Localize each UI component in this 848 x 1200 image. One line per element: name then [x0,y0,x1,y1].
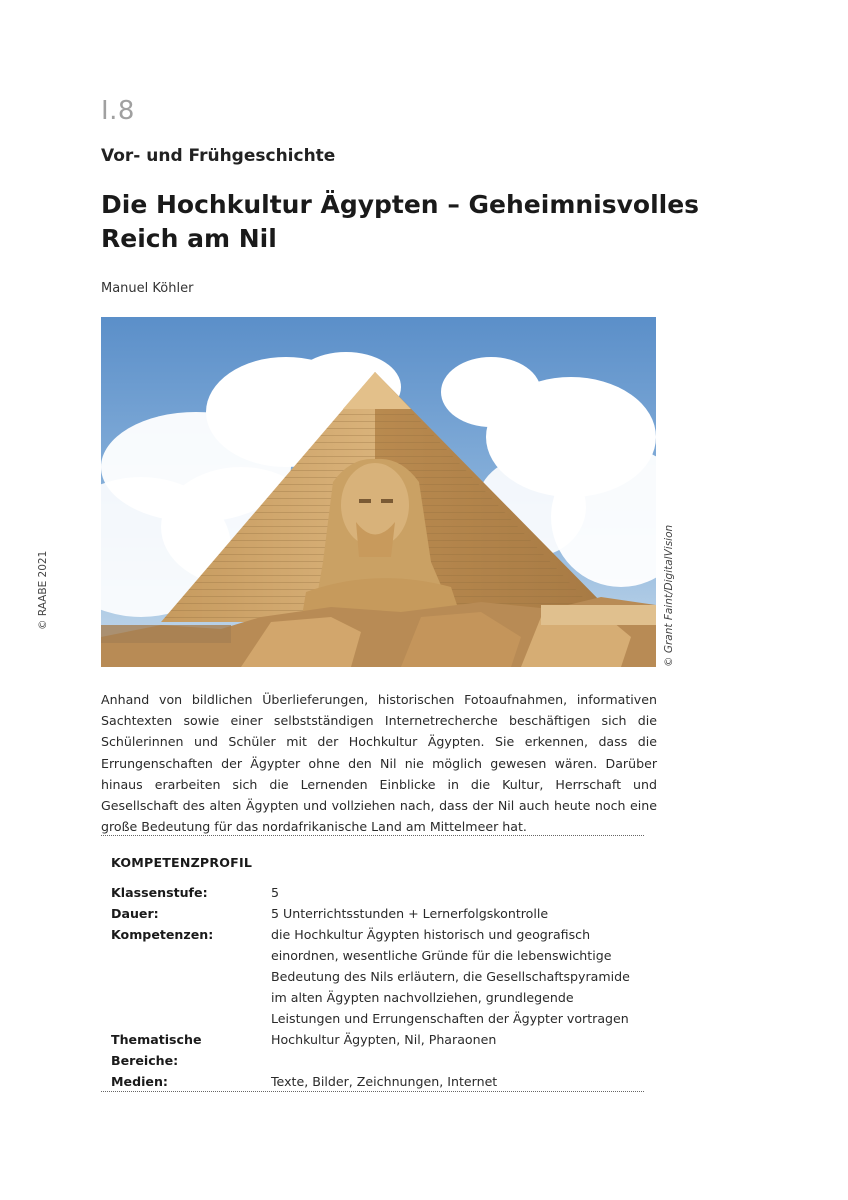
category-label: Vor- und Frühgeschichte [101,146,336,166]
profile-label: Dauer: [111,906,159,921]
profile-heading: KOMPETENZPROFIL [111,855,253,870]
profile-row-topics [111,1029,651,1071]
profile-value: Hochkultur Ägypten, Nil, Pharaonen [271,1032,497,1047]
title-line-2: Reich am Nil [101,224,277,253]
page-title [101,188,701,256]
profile-row-competences [111,924,651,1029]
profile-row-media [111,1071,651,1092]
dotted-divider-bottom [101,1091,644,1092]
profile-label: Medien: [111,1074,168,1089]
profile-value: 5 Unterrichtsstunden + Lernerfolgskontrolle [271,906,549,921]
copyright-notice: © RAABE 2021 [37,550,49,630]
title-line-1: Die Hochkultur Ägypten – Geheimnisvolles [101,190,700,219]
profile-row-duration [111,903,651,924]
profile-value: Texte, Bilder, Zeichnungen, Internet [271,1074,498,1089]
profile-label: Thematische Bereiche: [111,1032,202,1068]
chapter-number: I.8 [101,96,135,126]
profile-value: 5 [271,885,280,900]
intro-paragraph: Anhand von bildlichen Überlieferungen, historischen Fotoaufnahmen, informativen Sachtexten sowie einer selbstständigen Internetrecherche beschäftigen sich die Schülerinnen und Schüler mit der Hochkultur Ägypten. Sie erkennen, dass die Errungenschaften der Ägypter ohne den Nil nie möglich gewesen wären. Darüber hinaus erarbeiten sich die Lernenden Einblicke in die Kultur, Herrschaft und Gesellschaft des alten Ägypten und vollziehen nach, dass der Nil auch heute noch eine große Bedeutung für das nordafrikanische Land am Mittelmeer hat. [101,692,657,835]
author-name: Manuel Köhler [101,281,194,296]
profile-value: die Hochkultur Ägypten historisch und geografisch einordnen, wesentliche Gründe für die lebenswichtige Bedeutung des Nils erläutern, die Gesellschaftspyramide im alten Ägypten nachvollziehen, grundlegende Leistungen und Errungenschaften der Ägypter vortragen [271,927,630,1026]
image-credit: © Grant Faint/DigitalVision [663,524,675,667]
sphinx-pyramid-photo [101,317,656,667]
dotted-divider-top [101,835,644,836]
profile-label: Kompetenzen: [111,927,214,942]
profile-label: Klassenstufe: [111,885,208,900]
competence-profile-table [111,882,651,1092]
profile-row-grade [111,882,651,903]
